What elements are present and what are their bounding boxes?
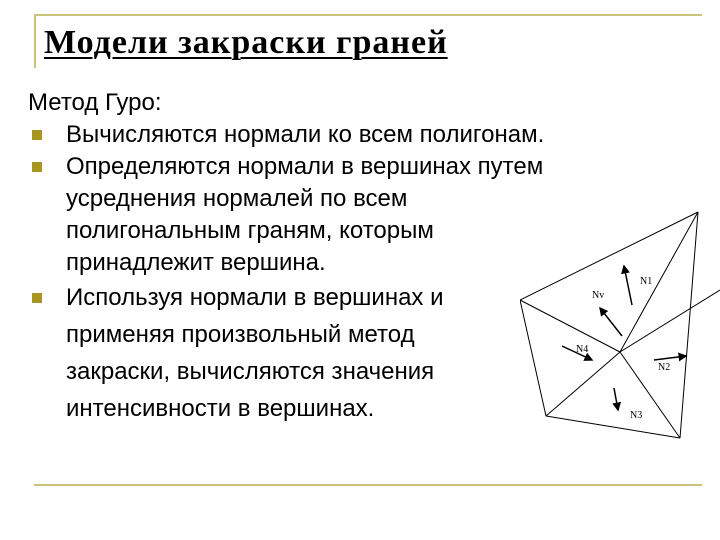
normal-labels <box>576 276 670 421</box>
normal-arrows <box>562 266 686 410</box>
square-bullet-icon <box>32 162 42 172</box>
method-heading: Метод Гуро: <box>28 89 162 116</box>
label-n3: N3 <box>630 410 643 421</box>
square-bullet-icon <box>32 293 42 303</box>
slide-title: Модели закраски граней <box>44 24 448 61</box>
frame-top-line <box>34 14 702 16</box>
label-n2: N2 <box>658 362 671 373</box>
vertex-normals-diagram <box>520 180 720 480</box>
bullet-3-line-2: применяя произвольный метод <box>66 321 415 348</box>
frame-bottom-line <box>34 484 702 486</box>
frame-left-line <box>34 14 36 68</box>
label-n1: N1 <box>640 276 653 287</box>
polygon-mesh <box>520 212 720 438</box>
bullet-3-line-4: интенсивности в вершинах. <box>66 395 375 422</box>
bullet-3-line-3: закраски, вычисляются значения <box>66 358 435 385</box>
label-n4: N4 <box>576 344 589 355</box>
bullet-2-line-3: полигональным граням, которым <box>66 217 434 244</box>
bullet-2-line-2: усреднения нормалей по всем <box>66 185 408 212</box>
bullet-3-line-1: Используя нормали в вершинах и <box>66 284 444 311</box>
bullet-item-1 <box>28 119 708 151</box>
bullet-2-line-4: принадлежит вершина. <box>66 249 326 276</box>
square-bullet-icon <box>32 130 42 140</box>
bullet-1-line-1: Вычисляются нормали ко всем полигонам. <box>66 121 545 148</box>
bullet-2-line-1: Определяются нормали в вершинах путем <box>66 153 544 180</box>
label-nv: Nv <box>592 290 605 301</box>
